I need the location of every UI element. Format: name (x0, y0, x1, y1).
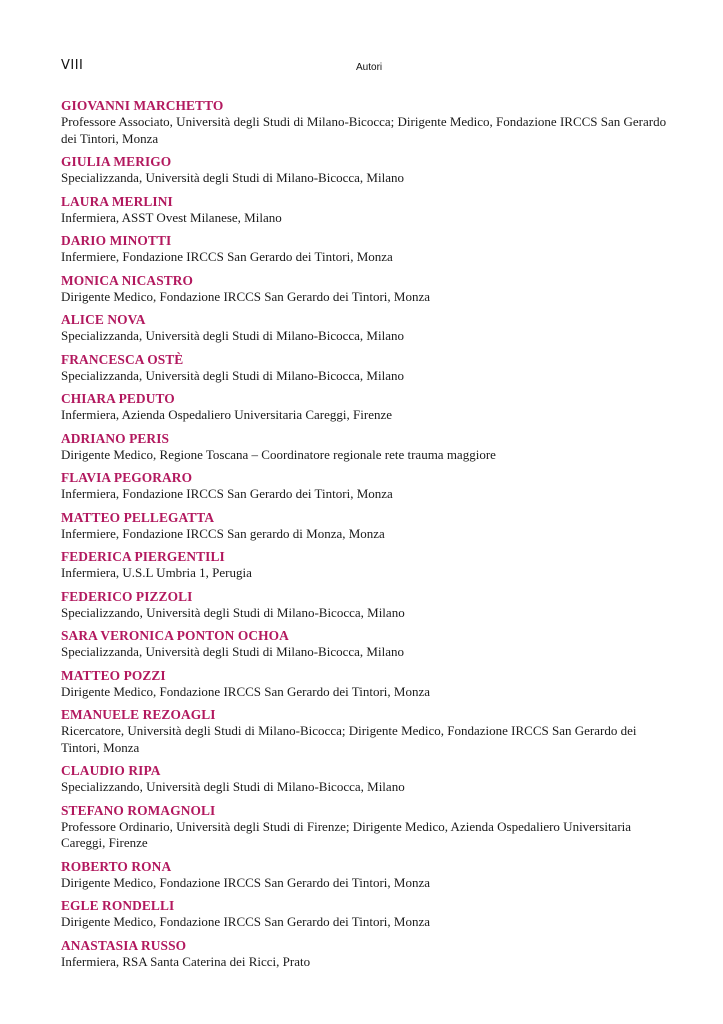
author-name: FEDERICA PIERGENTILI (61, 549, 225, 564)
author-entry (61, 193, 671, 227)
author-name: MATTEO PELLEGATTA (61, 509, 215, 525)
author-affiliation: Specializzando, Università degli Studi di Milano-Bicocca, Milano (61, 604, 405, 620)
author-name: SARA VERONICA PONTON OCHOA (61, 628, 289, 643)
author-entry (61, 469, 671, 503)
author-affiliation: Professore Associato, Università degli Studi di Milano-Bicocca; Dirigente Medico, Fondazione IRCCS San Gerardo dei Tintori, Monza (61, 114, 667, 146)
author-entry (61, 667, 671, 701)
author-name: FEDERICO PIZZOLI (61, 588, 193, 604)
author-name: CHIARA PEDUTO (61, 391, 175, 406)
author-name: ROBERTO RONA (61, 858, 172, 874)
author-name: ALICE NOVA (61, 312, 146, 327)
author-entry (61, 937, 671, 971)
author-affiliation: Infermiera, Fondazione IRCCS San Gerardo dei Tintori, Monza (61, 486, 393, 501)
author-name: FLAVIA PEGORARO (61, 470, 193, 485)
author-affiliation: Specializzanda, Università degli Studi di Milano-Bicocca, Milano (61, 367, 404, 383)
author-name: GIULIA MERIGO (61, 154, 172, 169)
author-name: ANASTASIA RUSSO (61, 937, 187, 953)
running-title: Autori (356, 62, 383, 73)
author-list (61, 97, 671, 976)
author-entry (61, 548, 671, 582)
page-number: VIII (61, 58, 84, 73)
author-name: DARIO MINOTTI (61, 233, 172, 248)
author-affiliation: Infermiera, Azienda Ospedaliero Universitaria Careggi, Firenze (61, 407, 392, 422)
author-entry (61, 509, 671, 543)
author-affiliation: Ricercatore, Università degli Studi di Milano-Bicocca; Dirigente Medico, Fondazione IRCCS San Gerardo dei Tintori, Monza (61, 723, 637, 755)
author-affiliation: Specializzanda, Università degli Studi di Milano-Bicocca, Milano (61, 328, 404, 343)
author-entry (61, 272, 671, 306)
author-name: MATTEO POZZI (61, 667, 166, 683)
author-name: CLAUDIO RIPA (61, 763, 161, 778)
author-name: EGLE RONDELLI (61, 898, 175, 913)
author-name: STEFANO ROMAGNOLI (61, 802, 216, 818)
author-entry (61, 232, 671, 266)
author-entry (61, 97, 671, 147)
author-entry (61, 706, 671, 756)
author-entry (61, 430, 671, 464)
author-entry (61, 390, 671, 424)
author-affiliation: Infermiere, Fondazione IRCCS San Gerardo dei Tintori, Monza (61, 249, 393, 264)
author-affiliation: Dirigente Medico, Fondazione IRCCS San Gerardo dei Tintori, Monza (61, 914, 431, 929)
author-name: ADRIANO PERIS (61, 430, 170, 446)
author-entry (61, 802, 671, 852)
author-name: EMANUELE REZOAGLI (61, 707, 216, 722)
author-entry (61, 351, 671, 385)
author-name: FRANCESCA OSTÈ (61, 351, 184, 367)
author-entry (61, 897, 671, 931)
author-affiliation: Dirigente Medico, Regione Toscana – Coordinatore regionale rete trauma maggiore (61, 446, 496, 462)
author-entry (61, 762, 671, 796)
author-affiliation: Infermiera, U.S.L Umbria 1, Perugia (61, 565, 252, 580)
author-name: LAURA MERLINI (61, 193, 173, 209)
author-affiliation: Dirigente Medico, Fondazione IRCCS San Gerardo dei Tintori, Monza (61, 288, 431, 304)
author-entry (61, 858, 671, 892)
author-name: GIOVANNI MARCHETTO (61, 98, 224, 113)
author-affiliation: Infermiera, RSA Santa Caterina dei Ricci, Prato (61, 953, 311, 969)
author-entry (61, 153, 671, 187)
author-affiliation: Dirigente Medico, Fondazione IRCCS San Gerardo dei Tintori, Monza (61, 683, 431, 699)
author-affiliation: Infermiera, ASST Ovest Milanese, Milano (61, 209, 282, 225)
author-affiliation: Specializzando, Università degli Studi di Milano-Bicocca, Milano (61, 779, 405, 794)
author-entry (61, 588, 671, 622)
author-affiliation: Dirigente Medico, Fondazione IRCCS San Gerardo dei Tintori, Monza (61, 874, 431, 890)
author-entry (61, 627, 671, 661)
author-affiliation: Specializzanda, Università degli Studi di Milano-Bicocca, Milano (61, 170, 404, 185)
author-name: MONICA NICASTRO (61, 272, 194, 288)
author-affiliation: Professore Ordinario, Università degli Studi di Firenze; Dirigente Medico, Azienda Ospedaliero Universitaria Careggi, Firenze (61, 818, 632, 850)
author-affiliation: Specializzanda, Università degli Studi di Milano-Bicocca, Milano (61, 644, 404, 659)
author-entry (61, 311, 671, 345)
author-affiliation: Infermiere, Fondazione IRCCS San gerardo di Monza, Monza (61, 525, 385, 541)
